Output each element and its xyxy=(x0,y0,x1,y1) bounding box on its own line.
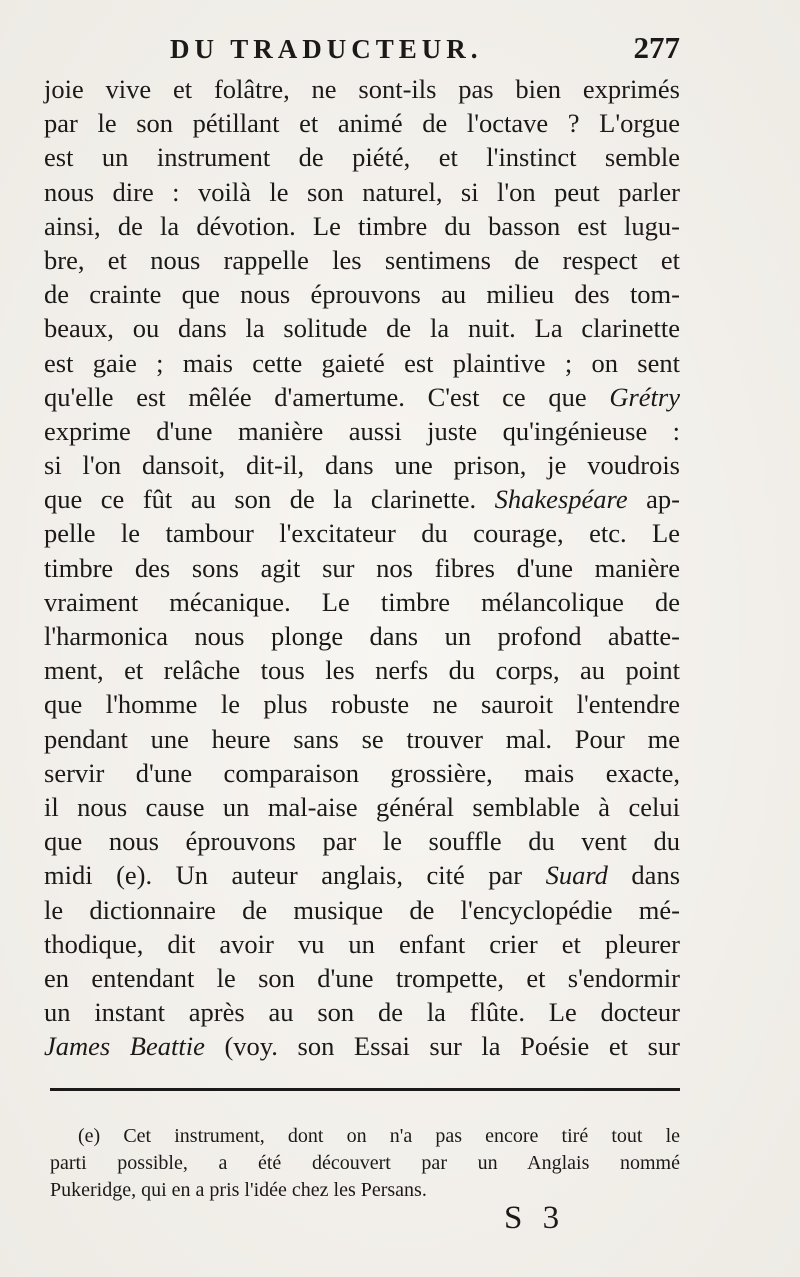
text-line: si l'on dansoit, dit-il, dans une prison, je voudrois xyxy=(44,450,680,481)
text-line: James Beattie (voy. son Essai sur la Poésie et sur xyxy=(44,1031,680,1062)
text-line: nous dire : voilà le son naturel, si l'on peut parler xyxy=(44,176,680,207)
text-line: il nous cause un mal-aise général semblable à celui xyxy=(44,791,680,822)
text-line: de crainte que nous éprouvons au milieu des tom- xyxy=(44,279,680,310)
footnote-rule xyxy=(50,1088,680,1091)
text-line: le dictionnaire de musique de l'encyclopédie mé- xyxy=(44,894,680,925)
footnote-line: Pukeridge, qui en a pris l'idée chez les Persans. xyxy=(50,1179,427,1201)
text-line: ment, et relâche tous les nerfs du corps, au point xyxy=(44,655,680,686)
footnote-line: parti possible, a été découvert par un Anglais nommé xyxy=(50,1152,680,1174)
text-line: ainsi, de la dévotion. Le timbre du basson est lugu- xyxy=(44,210,680,241)
text-line: midi (e). Un auteur anglais, cité par Suard dans xyxy=(44,860,681,891)
text-line: que nous éprouvons par le souffle du vent du xyxy=(44,826,680,857)
text-line: vraiment mécanique. Le timbre mélancolique de xyxy=(44,586,680,617)
text-line: servir d'une comparaison grossière, mais exacte, xyxy=(44,757,680,788)
text-line: l'harmonica nous plonge dans un profond abatte- xyxy=(44,621,680,651)
text-line: que ce fût au son de la clarinette. Shakespéare ap- xyxy=(44,484,680,515)
page-header xyxy=(170,30,680,74)
body-text xyxy=(44,72,680,1063)
text-line: que l'homme le plus robuste ne sauroit l'entendre xyxy=(44,689,680,720)
text-line: exprime d'une manière aussi juste qu'ingénieuse : xyxy=(44,415,680,446)
text-line: bre, et nous rappelle les sentimens de respect et xyxy=(44,244,680,275)
text-line: pendant une heure sans se trouver mal. Pour me xyxy=(44,723,680,754)
text-line: en entendant le son d'une trompette, et s'endormir xyxy=(44,962,680,993)
footnote xyxy=(50,1123,680,1204)
text-line: par le son pétillant et animé de l'octave ? L'orgue xyxy=(44,108,680,139)
signature-mark: S 3 xyxy=(504,1200,566,1236)
running-head: DU TRADUCTEUR. xyxy=(170,34,483,64)
text-line: qu'elle est mêlée d'amertume. C'est ce que Grétry xyxy=(44,381,680,412)
text-line: est un instrument de piété, et l'instinct semble xyxy=(44,142,680,173)
page-number: 277 xyxy=(633,30,680,65)
text-line: un instant après au son de la flûte. Le docteur xyxy=(44,997,680,1028)
text-line: timbre des sons agit sur nos fibres d'une manière xyxy=(44,552,680,583)
text-line: joie vive et folâtre, ne sont-ils pas bien exprimés xyxy=(44,74,680,104)
text-line: pelle le tambour l'excitateur du courage, etc. Le xyxy=(44,518,680,549)
footnote-line: (e) Cet instrument, dont on n'a pas encore tiré tout le xyxy=(78,1125,680,1147)
text-line: thodique, dit avoir vu un enfant crier et pleurer xyxy=(44,928,680,959)
text-line: est gaie ; mais cette gaieté est plaintive ; on sent xyxy=(44,347,680,378)
text-line: beaux, ou dans la solitude de la nuit. La clarinette xyxy=(44,313,680,344)
